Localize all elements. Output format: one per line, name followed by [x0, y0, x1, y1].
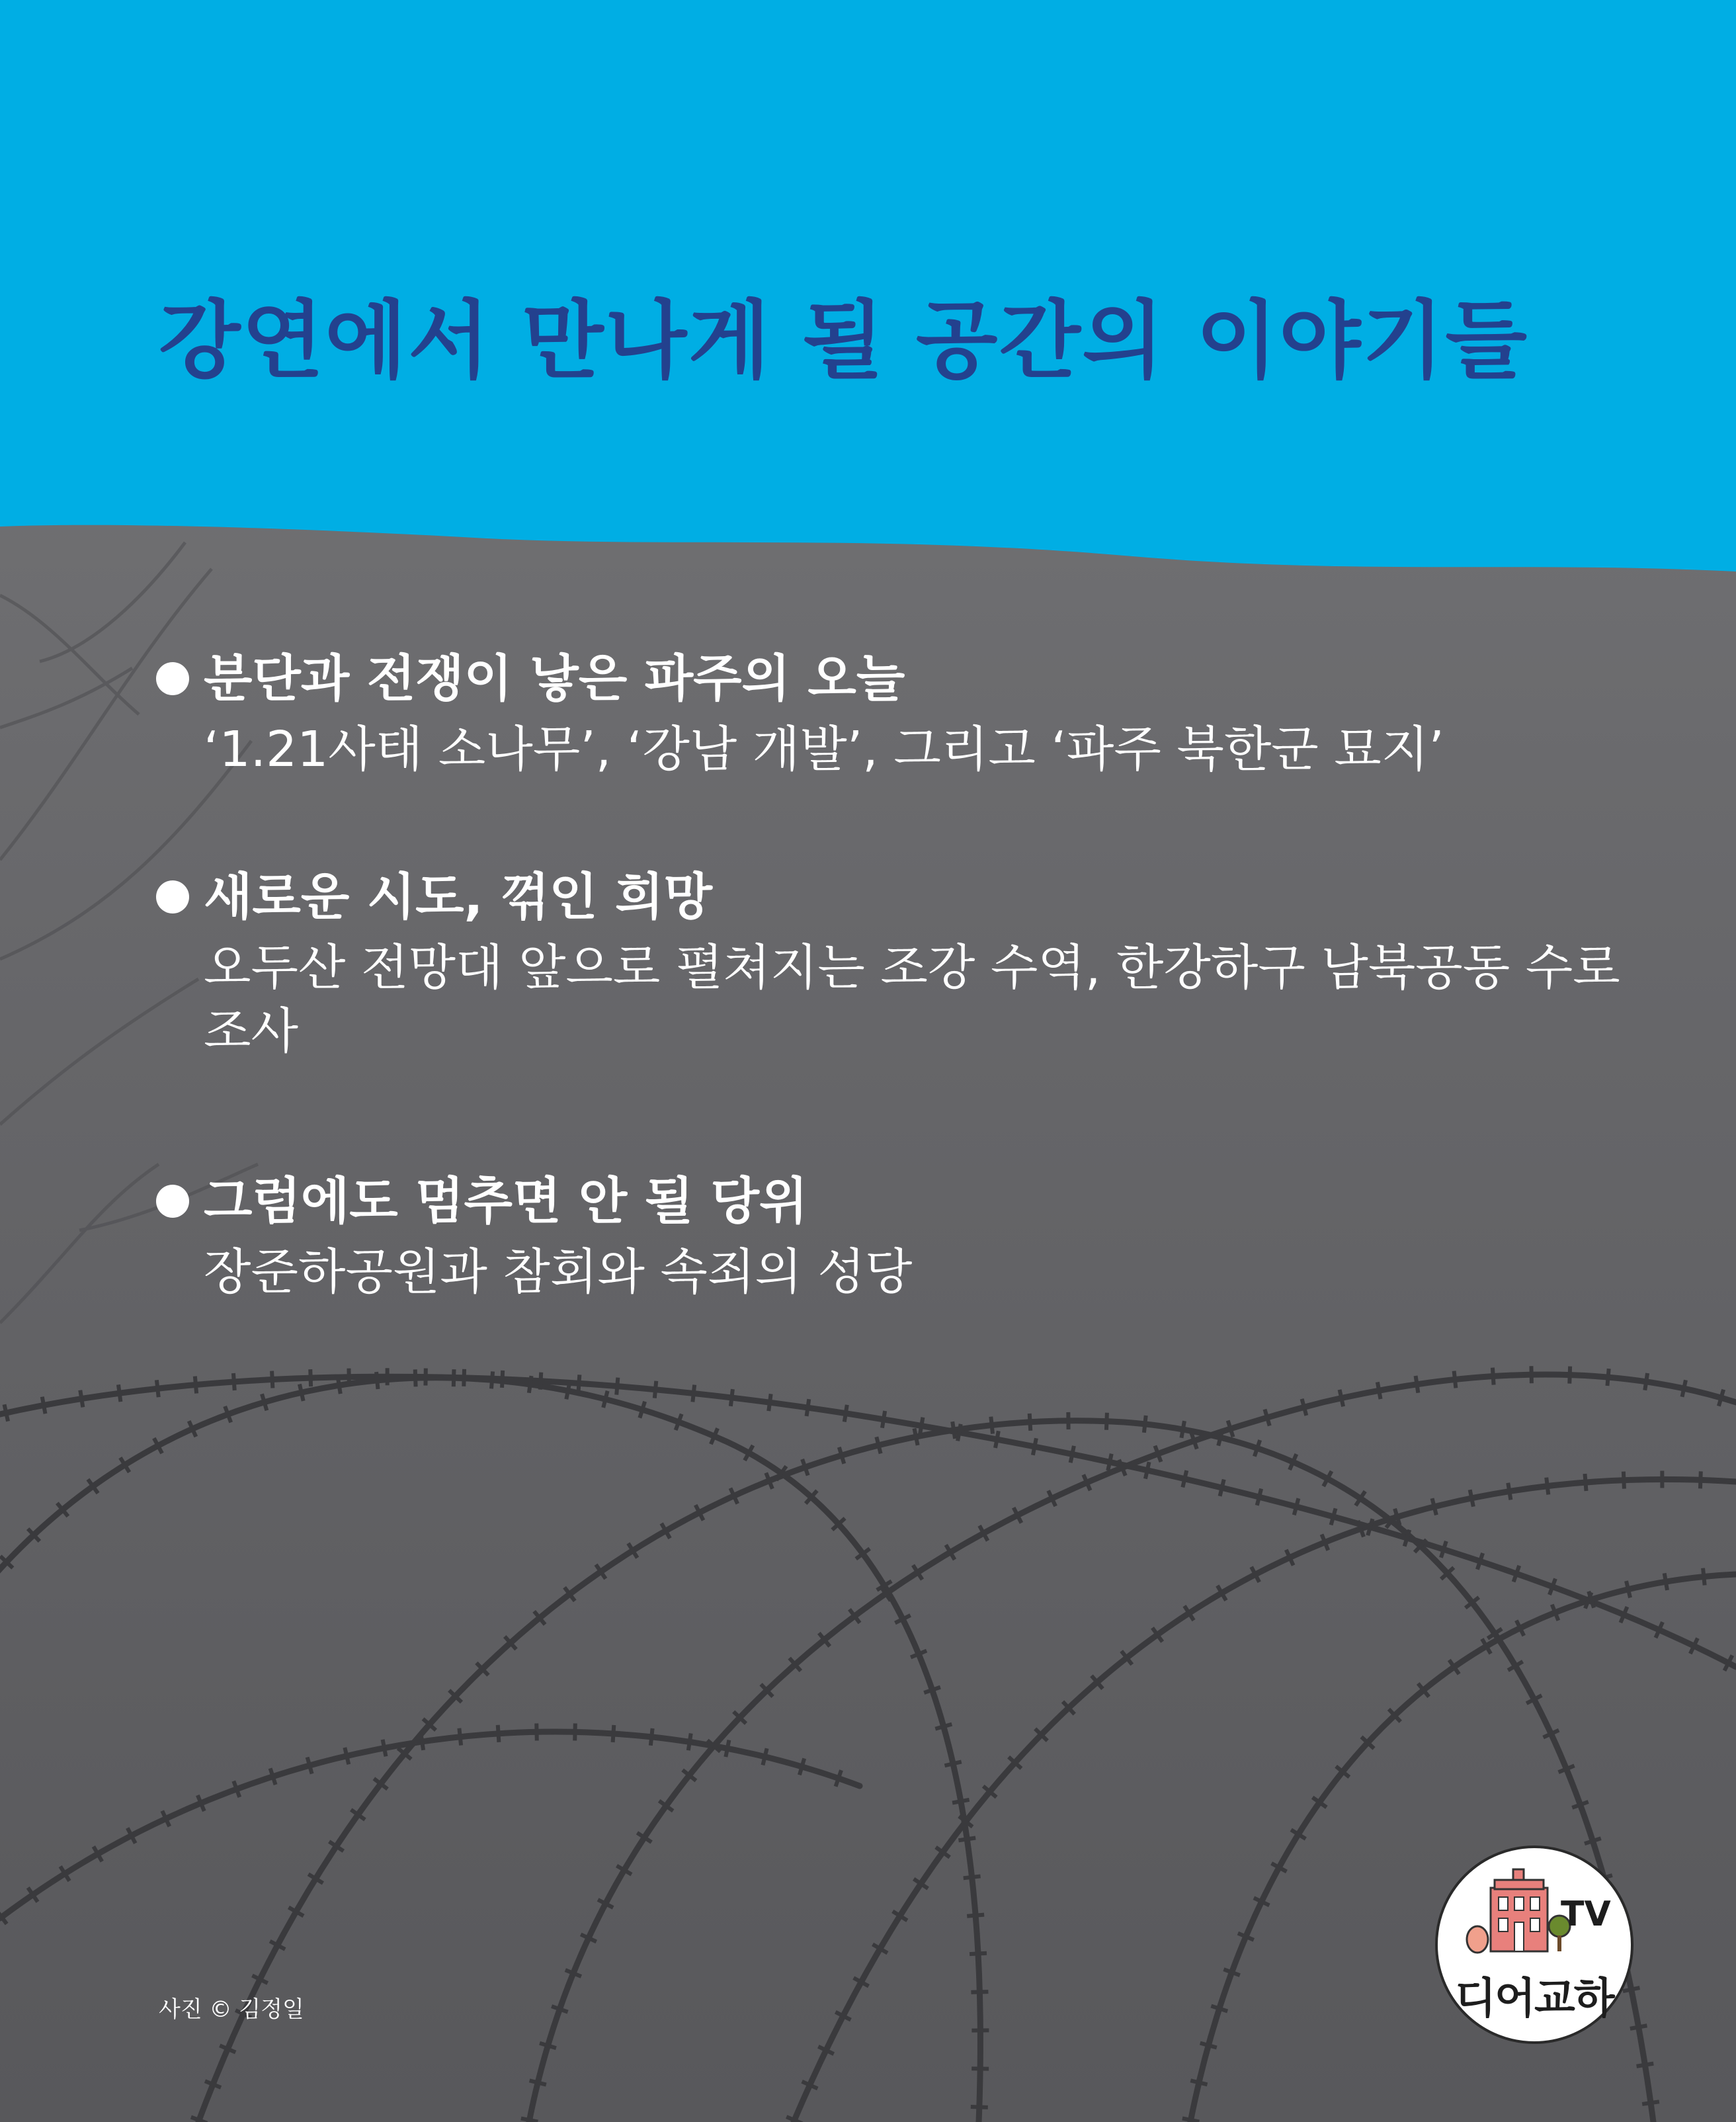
bullet-icon [156, 662, 189, 695]
dear-gyoha-tv-logo [1435, 1846, 1633, 2044]
section-new-attempts [156, 867, 1644, 1064]
page-title: 강연에서 만나게 될 공간의 이야기들 [159, 292, 1528, 390]
bullet-icon [156, 1185, 189, 1218]
logo-name-text: 디어교하 [1455, 1974, 1614, 2023]
bullet-icon [156, 880, 189, 913]
section-heading: 그럼에도 멈추면 안 될 당위 [204, 1171, 808, 1230]
photo-credit: 사진 © 김정일 [159, 1996, 304, 2023]
section-paju-today [156, 648, 1644, 781]
section-must-not-stop [156, 1171, 1644, 1304]
section-body: 장준하공원과 참회와 속죄의 성당 [204, 1244, 913, 1301]
section-heading: 새로운 시도, 꺾인 희망 [204, 867, 712, 926]
section-body: 오두산 전망대 앞으로 펼쳐지는 조강 수역, 한강하구 남북공동 수로조사 [204, 939, 1620, 1060]
logo-tv-text: TV [1561, 1894, 1611, 1934]
egg-icon [1467, 1926, 1488, 1953]
house-icon [1491, 1869, 1548, 1951]
section-body: ‘1.21사태 소나무’, ‘강남 개발’, 그리고 ‘파주 북한군 묘지’ [204, 721, 1444, 779]
section-heading: 분단과 전쟁이 낳은 파주의 오늘 [204, 649, 905, 708]
header-band [0, 0, 1736, 572]
